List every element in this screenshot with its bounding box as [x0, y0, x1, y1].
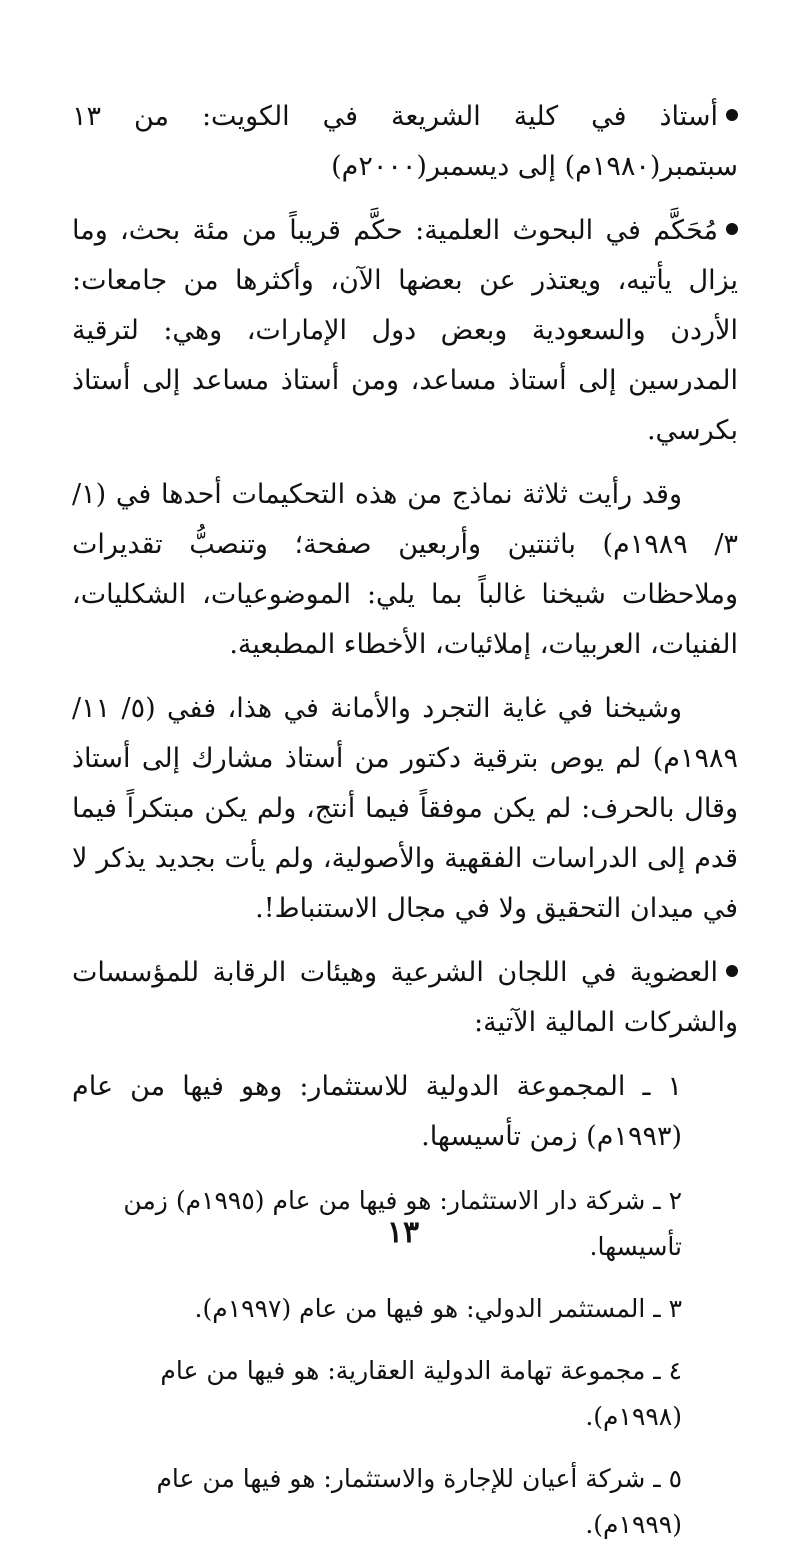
- page-number: ١٣: [386, 1215, 420, 1250]
- bullet-icon: [726, 965, 738, 977]
- bullet-icon: [726, 109, 738, 121]
- list-item: ٣ ـ المستثمر الدولي: هو فيها من عام (١٩٩٧م).: [194, 1294, 682, 1323]
- paragraph-membership-text: العضوية في اللجان الشرعية وهيئات الرقابة للمؤسسات والشركات المالية الآتية:: [72, 957, 738, 1038]
- paragraph-professor: [72, 92, 738, 192]
- bullet-icon: [726, 223, 738, 235]
- paragraph-review-samples: وقد رأيت ثلاثة نماذج من هذه التحكيمات أحدها في (١/ ٣/ ١٩٨٩م) باثنتين وأربعين صفحة؛ وتنصبُّ تقديرات وملاحظات شيخنا غالباً بما يلي: الموضوعيات، الشكليات، الفنيات، العربيات، إملائيات، الأخطاء المطبعية.: [72, 479, 739, 660]
- membership-list: [72, 1062, 738, 1548]
- paragraph-reviewer: [72, 206, 738, 456]
- paragraph-reviewer-text: مُحَكَّم في البحوث العلمية: حكَّم قريباً من مئة بحث، وما يزال يأتيه، ويعتذر عن بعضها الآن، وأكثرها من جامعات: الأردن والسعودية وبعض دول الإمارات، وهي: لترقية المدرسين إلى أستاذ مساعد، ومن أستاذ مساعد إلى أستاذ بكرسي.: [72, 215, 738, 446]
- list-item: ٥ ـ شركة أعيان للإجارة والاستثمار: هو فيها من عام (١٩٩٩م).: [156, 1464, 682, 1539]
- paragraph-integrity: وشيخنا في غاية التجرد والأمانة في هذا، ففي (٥/ ١١/ ١٩٨٩م) لم يوص بترقية دكتور من أستاذ مشارك إلى أستاذ وقال بالحرف: لم يكن موفقاً فيما أنتج، ولم يكن مبتكراً فيما قدم إلى الدراسات الفقهية والأصولية، ولم يأت بجديد يذكر لا في ميدان التحقيق ولا في مجال الاستنباط!.: [72, 693, 738, 924]
- list-item: ٢ ـ شركة دار الاستثمار: هو فيها من عام (١٩٩٥م) زمن تأسيسها.: [123, 1186, 682, 1261]
- list-item: ٤ ـ مجموعة تهامة الدولية العقارية: هو فيها من عام (١٩٩٨م).: [160, 1356, 682, 1431]
- paragraph-membership: [72, 948, 738, 1048]
- list-item: ١ ـ المجموعة الدولية للاستثمار: وهو فيها من عام (١٩٩٣م) زمن تأسيسها.: [72, 1071, 682, 1152]
- paragraph-professor-text: أستاذ في كلية الشريعة في الكويت: من ١٣ سبتمبر(١٩٨٠م) إلى ديسمبر(٢٠٠٠م): [72, 101, 738, 182]
